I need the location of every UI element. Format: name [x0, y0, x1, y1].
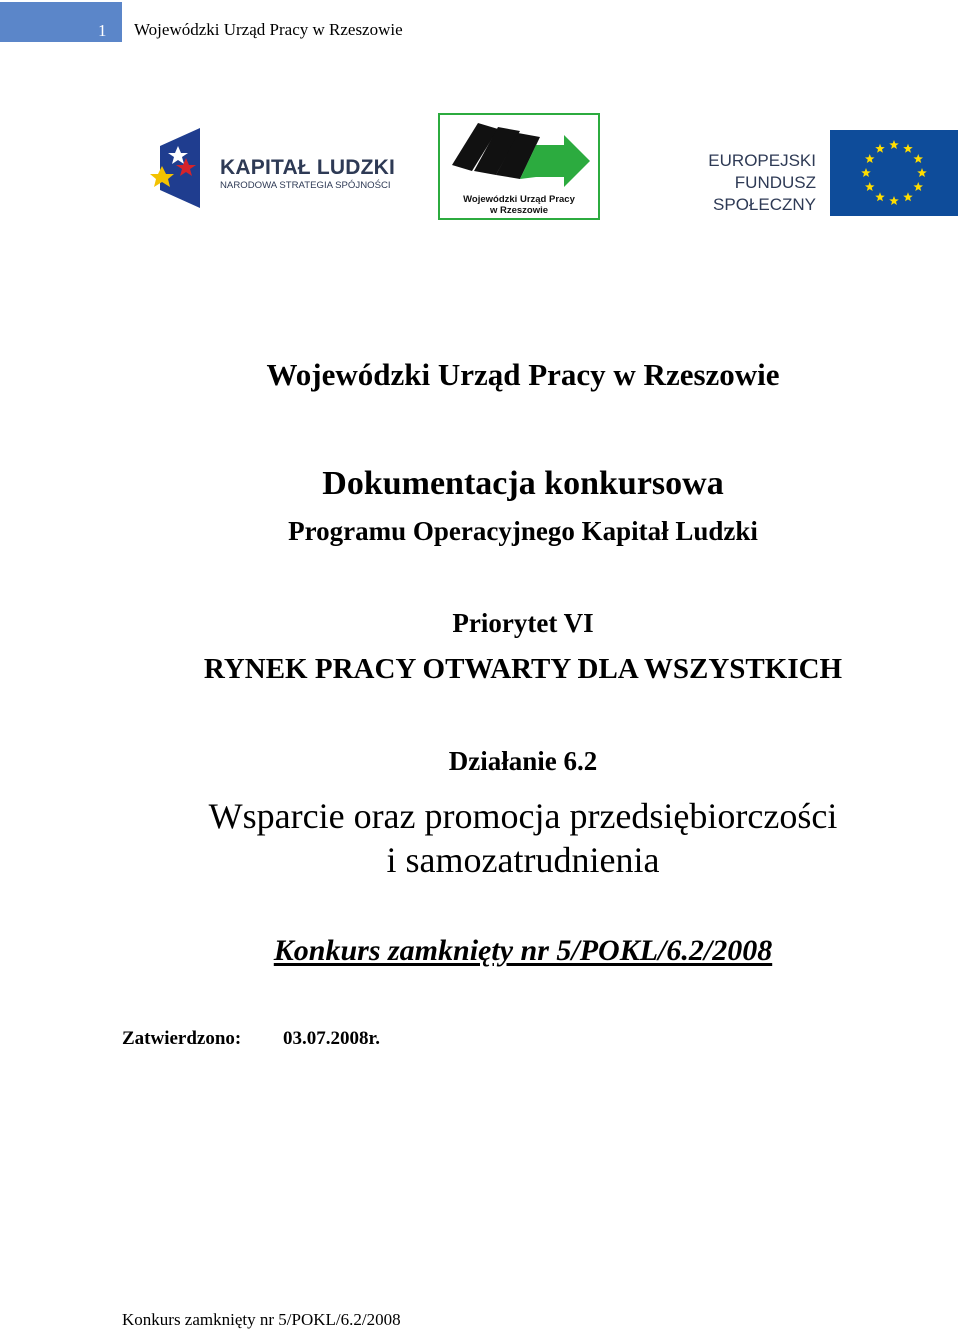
wup-logo-line2: w Rzeszowie: [489, 205, 549, 216]
kapital-ludzki-subtitle: NARODOWA STRATEGIA SPÓJNOŚCI: [220, 180, 391, 191]
wup-arrow-icon: [440, 115, 598, 195]
page-number-box: [0, 2, 122, 42]
kapital-ludzki-logo: [150, 128, 400, 210]
approval-label: Zatwierdzono:: [122, 1028, 242, 1049]
approval-date: 03.07.2008r.: [283, 1028, 380, 1049]
institution-title: Wojewódzki Urząd Pracy w Rzeszowie: [266, 357, 780, 392]
wup-logo-line1: Wojewódzki Urząd Pracy: [463, 194, 575, 205]
priority-label: Priorytet VI: [452, 608, 594, 638]
action-name-line2: i samozatrudnienia: [386, 840, 660, 880]
competition-heading: [0, 934, 960, 968]
document-title: Dokumentacja konkursowa: [322, 465, 724, 502]
wup-logo-text: [440, 194, 598, 216]
action-label: Działanie 6.2: [448, 746, 598, 776]
efs-logo-text: [636, 150, 816, 216]
efs-line2: FUNDUSZ SPOŁECZNY: [713, 173, 816, 214]
eu-flag-icon: [830, 130, 958, 216]
header-title: Wojewódzki Urząd Pracy w Rzeszowie: [134, 20, 403, 39]
wup-logo: [438, 113, 600, 220]
competition-number: Konkurs zamknięty nr 5/POKL/6.2/2008: [273, 934, 773, 967]
kapital-ludzki-title: KAPITAŁ LUDZKI: [220, 156, 396, 179]
priority-name: RYNEK PRACY OTWARTY DLA WSZYSTKICH: [203, 653, 843, 685]
kapital-ludzki-emblem-icon: [150, 128, 212, 210]
efs-line1: EUROPEJSKI: [708, 151, 816, 170]
page-number: 1: [98, 21, 107, 40]
programme-name: Programu Operacyjnego Kapitał Ludzki: [288, 516, 758, 546]
action-name-line1: Wsparcie oraz promocja przedsiębiorczości: [208, 796, 838, 836]
page-footer: Konkurs zamknięty nr 5/POKL/6.2/2008: [122, 1310, 401, 1329]
